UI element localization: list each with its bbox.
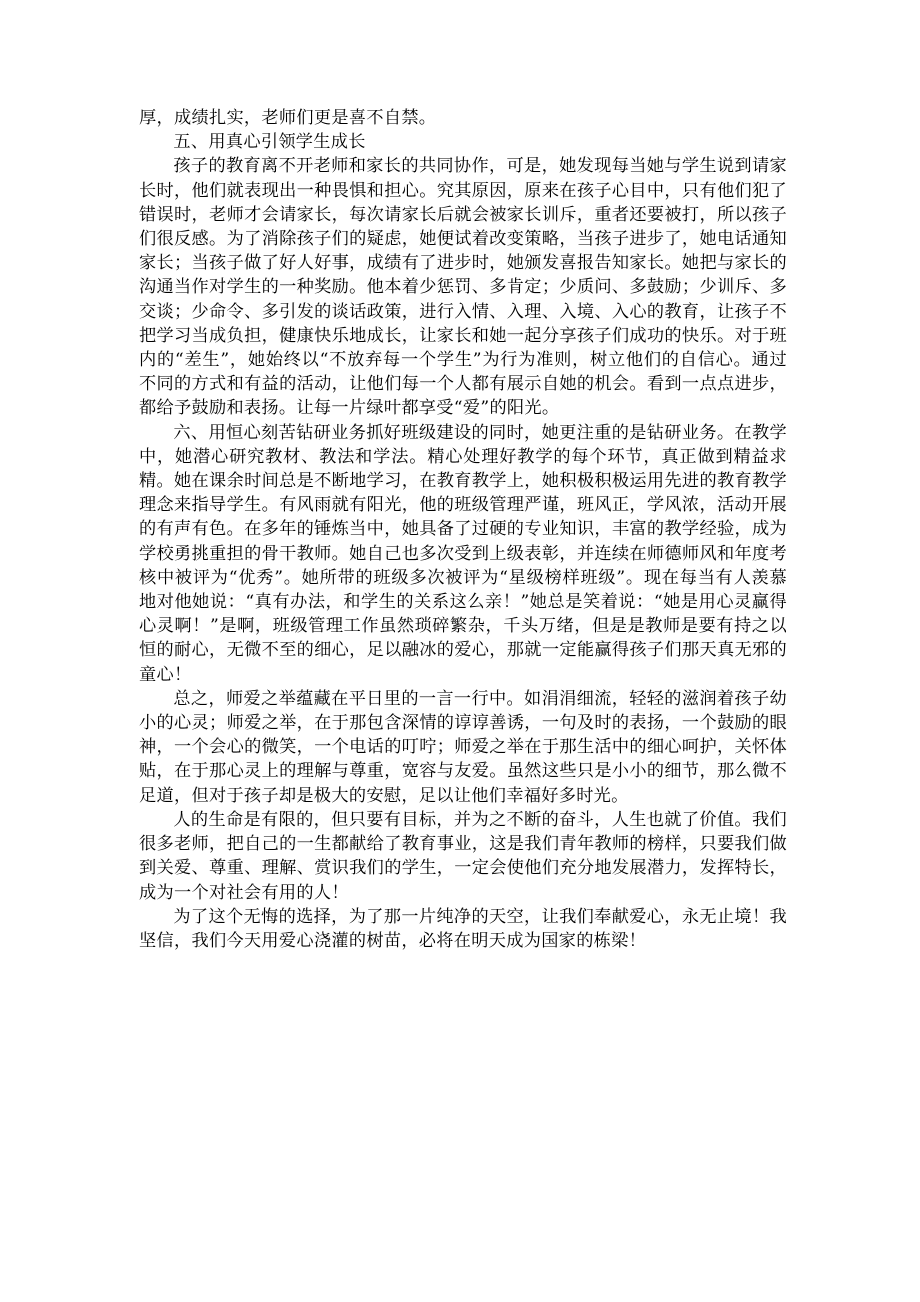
- paragraph-parent-communication: 孩子的教育离不开老师和家长的共同协作，可是，她发现每当她与学生说到请家长时，他们就表现出一种畏惧和担心。究其原因，原来在孩子心目中，只有他们犯了错误时，老师才会请家长，每次请家长后就会被家长训斥，重者还要被打，所以孩子们很反感。为了消除孩子们的疑虑，她便试着改变策略，当孩子进步了，她电话通知家长；当孩子做了好人好事，成绩有了进步时，她颁发喜报告知家长。她把与家长的沟通当作对学生的一种奖励。他本着少惩罚、多肯定；少质问、多鼓励；少训斥、多交谈；少命令、多引发的谈话政策，进行入情、入理、入境、入心的教育，让孩子不把学习当成负担，健康快乐地成长，让家长和她一起分享孩子们成功的快乐。对于班内的“差生”，她始终以“不放弃每一个学生”为行为准则，树立他们的自信心。通过不同的方式和有益的活动，让他们每一个人都有展示自她的机会。看到一点点进步，都给予鼓励和表扬。让每一片绿叶都享受“爱”的阳光。: [139, 156, 787, 419]
- paragraph-section-six: 六、用恒心刻苦钻研业务抓好班级建设的同时，她更注重的是钻研业务。在教学中，她潜心研究教材、教法和学法。精心处理好教学的每个环节，真正做到精益求精。她在课余时间总是不断地学习，在教育教学上，她积极积极运用先进的教育教学理念来指导学生。有风雨就有阳光，他的班级管理严谨，班风正，学风浓，活动开展的有声有色。在多年的锤炼当中，她具备了过硬的专业知识，丰富的教学经验，成为学校勇挑重担的骨干教师。她自己也多次受到上级表彰，并连续在师德师风和年度考核中被评为“优秀”。她所带的班级多次被评为“星级榜样班级”。现在每当有人羡慕地对他她说：“真有办法，和学生的关系这么亲！”她总是笑着说：“她是用心灵赢得心灵啊！”是啊，班级管理工作虽然琐碎繁杂，千头万绪，但是是教师是要有持之以恒的耐心，无微不至的细心，足以融冰的爱心，那就一定能赢得孩子们那天真无邪的童心！: [139, 422, 787, 685]
- paragraph-continuation: 厚，成绩扎实，老师们更是喜不自禁。: [139, 108, 437, 128]
- document-body: [139, 106, 787, 953]
- paragraph-summary: 总之，师爱之举蕴藏在平日里的一言一行中。如涓涓细流，轻轻的滋润着孩子幼小的心灵；师爱之举，在于那包含深情的谆谆善诱，一句及时的表扬，一个鼓励的眼神，一个会心的微笑，一个电话的叮咛；师爱之举在于那生活中的细心呵护，关怀体贴，在于那心灵上的理解与尊重，宽容与友爱。虽然这些只是小小的细节，那么微不足道，但对于孩子却是极大的安慰，足以让他们幸福好多时光。: [139, 688, 787, 806]
- paragraph-life-value: 人的生命是有限的，但只要有目标，并为之不断的奋斗，人生也就了价值。我们很多老师，把自己的一生都献给了教育事业，这是我们青年教师的榜样，只要我们做到关爱、尊重、理解、赏识我们的学生，一定会使他们充分地发展潜力，发挥特长，成为一个对社会有用的人！: [139, 809, 787, 903]
- paragraph-closing: 为了这个无悔的选择，为了那一片纯净的天空，让我们奉献爱心，永无止境！我坚信，我们今天用爱心浇灌的树苗，必将在明天成为国家的栋梁！: [139, 906, 787, 951]
- section-heading-five: 五、用真心引领学生成长: [173, 132, 366, 153]
